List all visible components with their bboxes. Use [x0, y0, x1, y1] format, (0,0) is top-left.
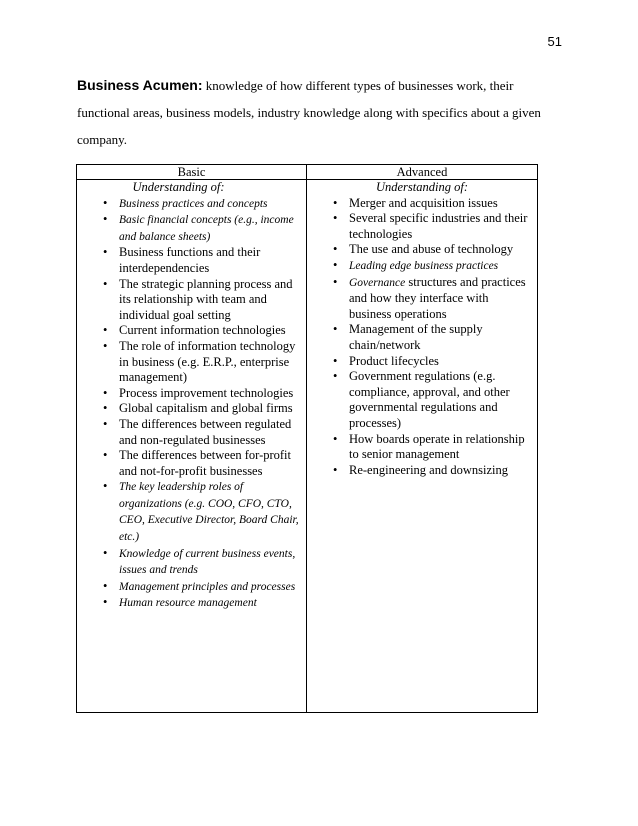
list-item-text: The role of information technology in business (e.g. E.R.P., enterprise management): [119, 338, 296, 385]
list-item: [77, 212, 306, 245]
list-item-text: How boards operate in relationship to senior management: [349, 431, 525, 462]
list-item: [77, 579, 306, 596]
list-item: [77, 339, 306, 386]
basic-list: [77, 196, 306, 612]
list-item: [307, 322, 537, 353]
list-item: [307, 463, 537, 479]
list-item-text: Management of the supply chain/network: [349, 322, 483, 352]
list-item: [77, 323, 306, 339]
list-item-text: Leading edge business practices: [349, 259, 499, 272]
list-item: [77, 245, 306, 276]
list-item: [77, 417, 306, 448]
list-item-text: Product lifecycles: [349, 353, 439, 368]
list-item: [307, 275, 537, 323]
list-item: [77, 196, 306, 213]
intro-text: knowledge of how different types of businesses work, their functional areas, business models, industry knowledge along with specifics about a given company.: [77, 78, 541, 147]
list-item: [77, 277, 306, 324]
list-item-text: Management principles and processes: [119, 580, 296, 593]
intro-term: Business Acumen:: [77, 77, 203, 93]
list-item-text: Business functions and their interdependencies: [119, 245, 261, 275]
list-item: [77, 401, 306, 417]
basic-subheader: Understanding of:: [132, 180, 225, 194]
list-item-text: The strategic planning process and its relationship with team and individual goal setting: [119, 276, 293, 322]
list-item-text: Current information technologies: [119, 323, 286, 338]
list-item-text: Global capitalism and global firms: [119, 401, 293, 416]
list-item: [307, 432, 537, 463]
advanced-column: [307, 165, 537, 478]
list-item-text: Human resource management: [119, 597, 257, 610]
list-item-text: Business practices and concepts: [119, 197, 268, 210]
list-item: [77, 546, 306, 579]
acumen-table: [76, 164, 538, 713]
list-item: [307, 211, 537, 242]
list-item: [307, 242, 537, 258]
advanced-header: Advanced: [396, 165, 448, 179]
list-item: [77, 448, 306, 479]
list-item: [307, 258, 537, 275]
list-item: [77, 595, 306, 612]
list-item-text: The key leadership roles of organizations (e.g. COO, CFO, CTO, CEO, Executive Director, Board Chair, etc.): [119, 481, 299, 544]
list-item-text: The use and abuse of technology: [349, 242, 514, 257]
list-item-text: Re-engineering and downsizing: [349, 462, 508, 477]
page-number: 51: [547, 34, 562, 49]
list-item-text: Basic financial concepts (e.g., income and balance sheets): [119, 214, 294, 243]
list-item-text: structures and practices and how they interface with business operations: [349, 274, 526, 321]
list-item: [307, 196, 537, 212]
list-item: [307, 369, 537, 431]
basic-column: [77, 165, 306, 612]
list-item-text: The differences between regulated and non-regulated businesses: [119, 416, 292, 447]
list-item-text: Knowledge of current business events, issues and trends: [119, 547, 296, 577]
list-item-emphasis: Governance: [349, 276, 406, 289]
basic-header: Basic: [177, 165, 206, 179]
advanced-list: [307, 196, 537, 479]
list-item-text: Process improvement technologies: [119, 385, 294, 400]
list-item-text: Several specific industries and their technologies: [349, 211, 528, 241]
list-item: [77, 386, 306, 402]
list-item-text: The differences between for-profit and not-for-profit businesses: [119, 448, 292, 478]
intro-paragraph: [77, 72, 547, 153]
list-item: [77, 479, 306, 545]
advanced-subheader: Understanding of:: [375, 180, 468, 194]
list-item-text: Government regulations (e.g. compliance, approval, and other governmental regulations and processes): [349, 369, 510, 430]
list-item-text: Merger and acquisition issues: [349, 195, 498, 210]
list-item: [307, 354, 537, 370]
